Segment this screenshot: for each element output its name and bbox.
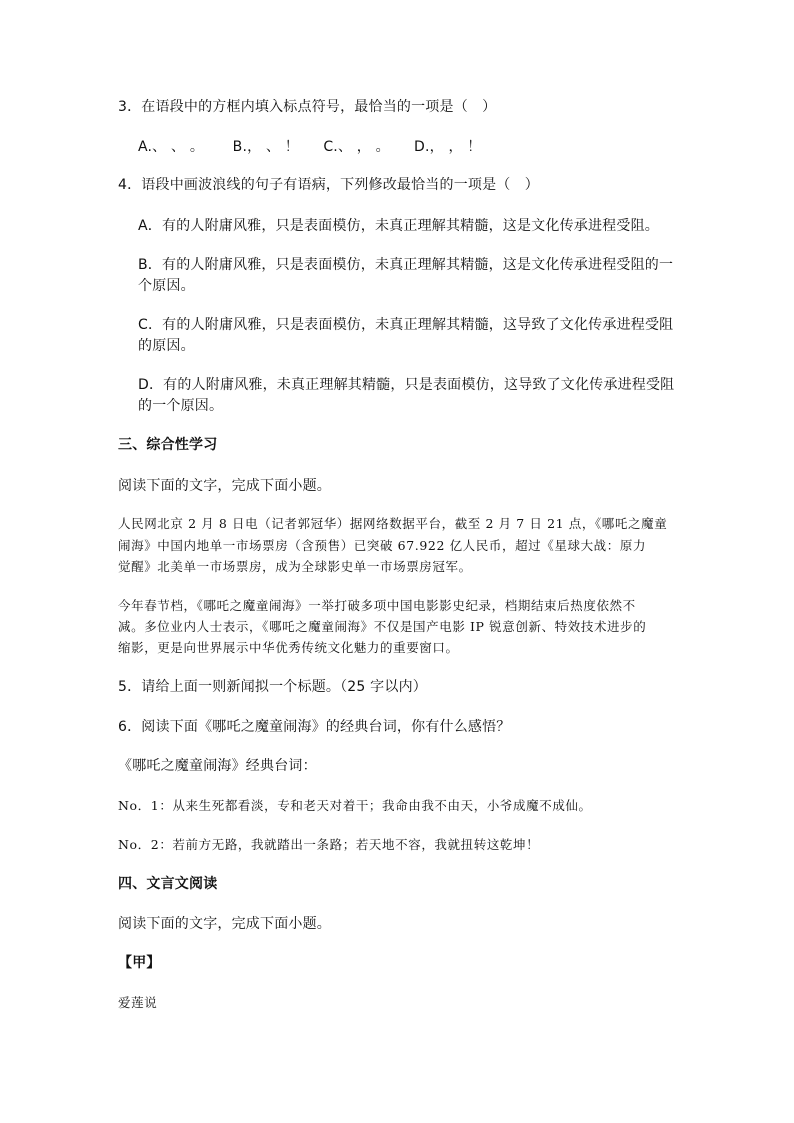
- q4-option-b-line2: 个原因。: [138, 278, 195, 294]
- section3-instruction: 阅读下面的文字，完成下面小题。: [118, 478, 331, 494]
- q3-option-d: D.， ， ！: [413, 139, 482, 155]
- news-p2-line2: 减。多位业内人士表示，《哪吒之魔童闹海》不仅是国产电影 IP 锐意创新、特效技术进步的: [118, 619, 647, 634]
- q3-stem: 3．在语段中的方框内填入标点符号，最恰当的一项是（ ）: [118, 99, 497, 115]
- part-label-jia: 【甲】: [118, 955, 161, 971]
- q3-options: [138, 137, 482, 157]
- classical-text-title: 爱莲说: [118, 995, 158, 1010]
- q4-option-b-line1: B．有的人附庸风雅，只是表面模仿，未真正理解其精髓，这是文化传承进程受阻的一: [138, 257, 674, 273]
- news-p2-line1: 今年春节档，《哪吒之魔童闹海》一举打破多项中国电影影史纪录，档期结束后热度依然不: [118, 598, 636, 613]
- q4-option-c-line2: 的原因。: [138, 338, 195, 354]
- q6-stem: 6．阅读下面《哪吒之魔童闹海》的经典台词，你有什么感悟？: [118, 719, 511, 735]
- news-p1-line1: 人民网北京 2 月 8 日电（记者郭冠华）据网络数据平台，截至 2 月 7 日 21 点，《哪吒之魔童: [118, 516, 668, 531]
- q4-option-d-line1: D．有的人附庸风雅，未真正理解其精髓，只是表面模仿，这导致了文化传承进程受阻: [138, 377, 675, 393]
- q3-option-a: A.、 、 。: [138, 139, 205, 155]
- q3-option-c: C.、 ， 。: [323, 139, 390, 155]
- q5-stem: 5．请给上面一则新闻拟一个标题。（25 字以内）: [118, 679, 427, 695]
- q4-option-c-line1: C．有的人附庸风雅，只是表面模仿，未真正理解其精髓，这导致了文化传承进程受阻: [138, 317, 674, 333]
- news-p1-line3: 觉醒》北美单一市场票房，成为全球影史单一市场票房冠军。: [118, 559, 472, 574]
- news-p2-line3: 缩影，更是向世界展示中华优秀传统文化魅力的重要窗口。: [118, 640, 459, 655]
- q4-option-a: A．有的人附庸风雅，只是表面模仿，未真正理解其精髓，这是文化传承进程受阻。: [138, 218, 659, 234]
- q4-stem: 4．语段中画波浪线的句子有语病，下列修改最恰当的一项是（ ）: [118, 177, 539, 193]
- section3-heading: 三、综合性学习: [118, 437, 218, 453]
- news-p1-line2: 闹海》中国内地单一市场票房（含预售）已突破 67.922 亿人民币，超过《星球大战：原力: [118, 538, 647, 553]
- q3-option-b: B.， 、 ！: [232, 139, 300, 155]
- q4-option-d-line2: 的一个原因。: [138, 398, 224, 414]
- quotes-title: 《哪吒之魔童闹海》经典台词：: [118, 758, 317, 774]
- quote-1: No．1：从来生死都看淡，专和老天对着干；我命由我不由天，小爷成魔不成仙。: [118, 798, 592, 813]
- quote-2: No．2：若前方无路，我就踏出一条路；若天地不容，我就扭转这乾坤！: [118, 837, 540, 852]
- section4-heading: 四、文言文阅读: [118, 876, 218, 892]
- section4-instruction: 阅读下面的文字，完成下面小题。: [118, 916, 331, 932]
